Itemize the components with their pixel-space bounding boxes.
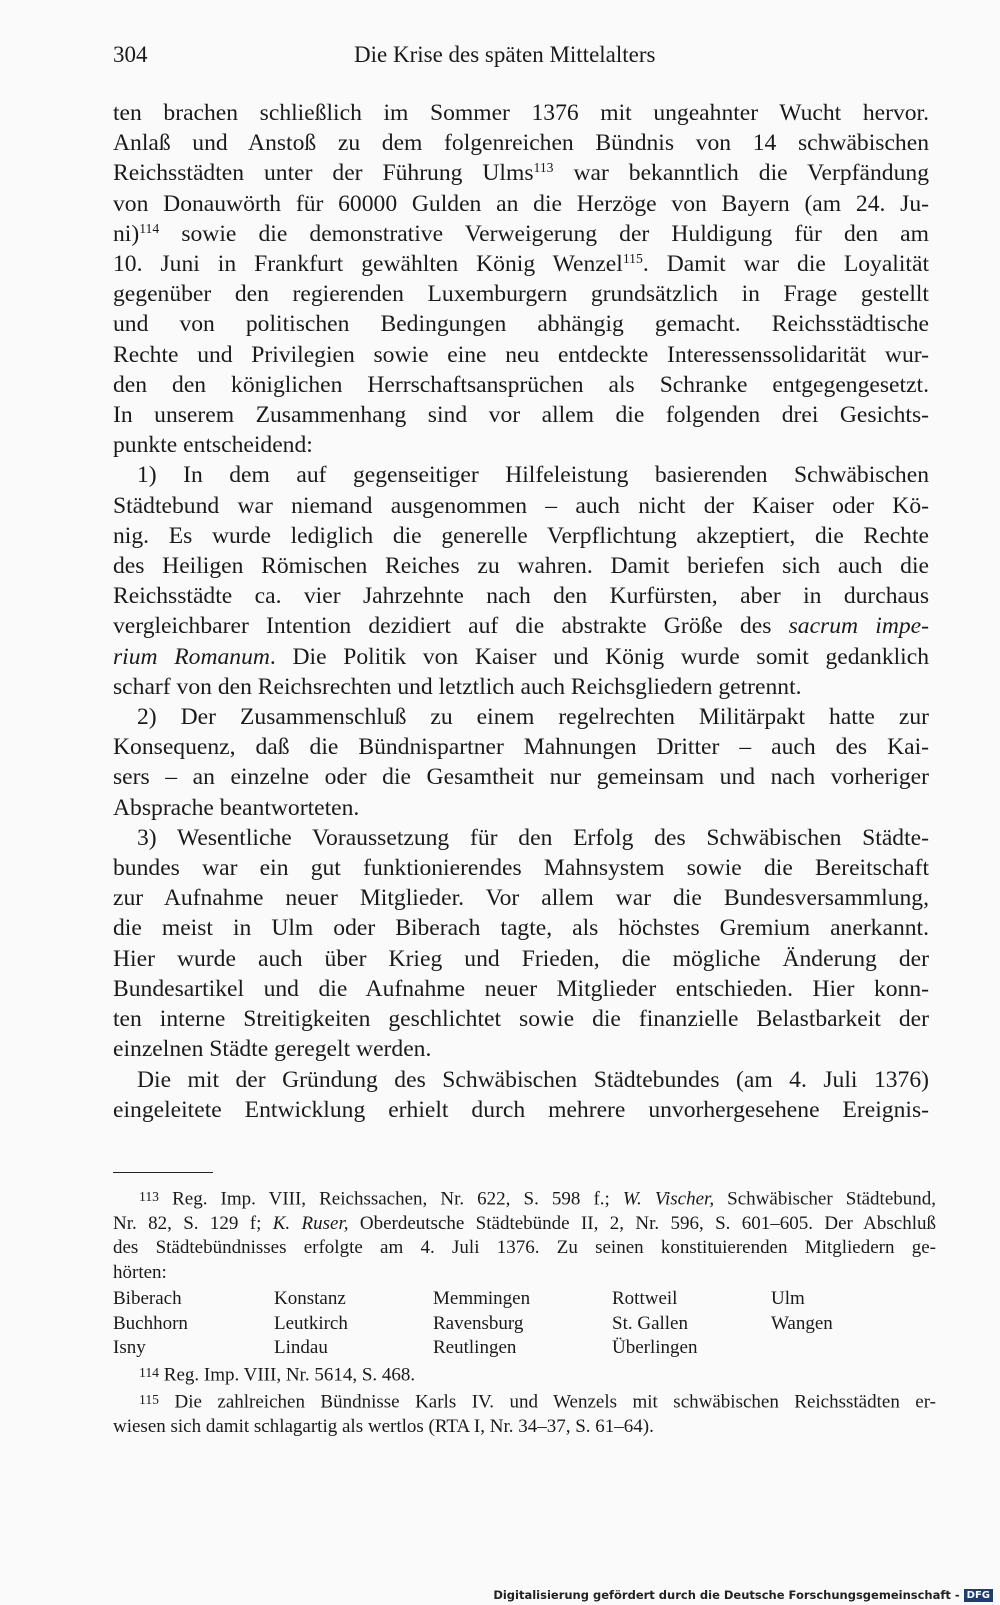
footnote-number: 114: [139, 1364, 160, 1380]
text-line: die meist in Ulm oder Biberach tagte, als höchstes Gremium anerkannt.: [113, 915, 929, 942]
italic-term: rium Romanum: [113, 643, 270, 670]
footnote-separator: [113, 1172, 213, 1173]
text-run: Reg. Imp. VIII, Nr. 5614, S. 468.: [163, 1364, 416, 1386]
text-line: Absprache beantworteten.: [113, 794, 360, 821]
town-name: Reutlingen: [433, 1337, 517, 1359]
member-towns-list: [113, 1287, 936, 1361]
town-name: Überlingen: [612, 1337, 698, 1359]
text-line: [113, 642, 929, 672]
footnote-ref-115[interactable]: 115: [622, 250, 643, 266]
text-line: [113, 611, 929, 641]
text-line: den den königlichen Herrschaftsansprüchen als Schranke entgegengesetzt.: [113, 371, 929, 398]
text-line: Die mit der Gründung des Schwäbischen Städtebundes (am 4. Juli 1376): [137, 1066, 929, 1093]
paragraph-point-1: [113, 460, 929, 702]
town-name: Ulm: [771, 1288, 805, 1310]
footnotes: [113, 1185, 936, 1439]
footnote-ref-113[interactable]: 113: [533, 160, 554, 176]
text-line: hörten:: [113, 1261, 167, 1283]
text-run: Die zahlreichen Bündnisse Karls IV. und Wenzels mit schwäbischen Reichsstädten er-: [174, 1391, 937, 1413]
text-line: gegenüber den regierenden Luxemburgern grundsätzlich in Frage gestellt: [113, 281, 929, 308]
text-line: einzelnen Städte geregelt werden.: [113, 1036, 432, 1063]
text-line: ten interne Streitigkeiten geschlichtet sowie die finanzielle Belastbarkeit der: [113, 1006, 929, 1033]
text-line: [113, 1361, 936, 1388]
text-line: wiesen sich damit schlagartig als wertlos (RTA I, Nr. 34–37, S. 61–64).: [113, 1415, 654, 1437]
footnote-ref-114[interactable]: 114: [139, 220, 160, 236]
text-line: 1) In dem auf gegenseitiger Hilfeleistung basierenden Schwäbischen: [137, 462, 929, 489]
text-line: In unserem Zusammenhang sind vor allem die folgenden drei Gesichts-: [113, 402, 929, 429]
text-line: punkte entscheidend:: [113, 432, 313, 459]
text-line: und von politischen Bedingungen abhängig gemacht. Reichsstädtische: [113, 311, 929, 338]
text-line: bundes war ein gut funktionierendes Mahnsystem sowie die Bereitschaft: [113, 855, 929, 882]
text-line: scharf von den Reichsrechten und letztlich auch Reichsgliedern getrennt.: [113, 673, 802, 700]
text-run: . Damit war die Loyalität: [642, 251, 929, 278]
text-run: ni): [113, 220, 140, 247]
text-line: Konsequenz, daß die Bündnispartner Mahnungen Dritter – auch des Kai-: [113, 734, 929, 761]
footnote-115: [113, 1388, 936, 1439]
text-line: Städtebund war niemand ausgenommen – auch nicht der Kaiser oder Kö-: [113, 492, 929, 519]
text-run: war bekanntlich die Verpfändung: [553, 160, 929, 187]
text-line: Hier wurde auch über Krieg und Frieden, die mögliche Änderung der: [113, 945, 929, 972]
paragraph-continuation: [113, 98, 929, 460]
text-run: Reg. Imp. VIII, Reichssachen, Nr. 622, S. 598 f.;: [172, 1188, 623, 1210]
italic-term: sacrum impe-: [788, 613, 929, 640]
paragraph-point-2: [113, 702, 929, 823]
text-line: nig. Es wurde lediglich die generelle Verpflichtung akzeptiert, die Rechte: [113, 522, 929, 549]
town-name: Ravensburg: [433, 1312, 524, 1334]
footnote-number: 115: [139, 1391, 160, 1407]
text-line: des Städtebündnisses erfolgte am 4. Juli 1376. Zu seinen konstituierenden Mitgliedern ge-: [113, 1237, 936, 1259]
text-line: [113, 1212, 936, 1237]
text-line: [113, 1185, 936, 1212]
text-run: vergleichbarer Intention dezidiert auf die abstrakte Größe des: [113, 613, 789, 640]
text-run: 10. Juni in Frankfurt gewählten König Wenzel: [113, 251, 623, 278]
text-line: ten brachen schließlich im Sommer 1376 mit ungeahnter Wucht hervor.: [113, 100, 929, 126]
text-line: des Heiligen Römischen Reiches zu wahren. Damit beriefen sich auch die: [113, 553, 929, 580]
town-name: Lindau: [274, 1337, 328, 1359]
footnote-113: [113, 1185, 936, 1285]
page-number: 304: [113, 42, 148, 67]
text-run: Schwäbischer Städtebund,: [714, 1188, 937, 1210]
text-line: 2) Der Zusammenschluß zu einem regelrechten Militärpakt hatte zur: [137, 704, 929, 731]
text-line: Anlaß und Anstoß zu dem folgenreichen Bündnis von 14 schwäbischen: [113, 130, 929, 157]
town-name: Wangen: [771, 1312, 833, 1334]
town-name: Biberach: [113, 1288, 182, 1310]
author-name: K. Ruser,: [272, 1212, 349, 1234]
text-line: [113, 1388, 936, 1415]
text-run: sowie die demonstrative Verweigerung der Huldigung für den am: [159, 220, 929, 247]
text-line: sers – an einzelne oder die Gesamtheit nur gemeinsam und nach vorheriger: [113, 764, 929, 791]
footnote-114: [113, 1361, 936, 1388]
town-name: Memmingen: [433, 1288, 531, 1310]
town-name: Konstanz: [274, 1288, 346, 1310]
text-line: von Donauwörth für 60000 Gulden an die Herzöge von Bayern (am 24. Ju-: [113, 190, 929, 217]
text-run: Oberdeutsche Städtebünde II, 2, Nr. 596, S. 601–605. Der Abschluß: [348, 1212, 936, 1234]
town-name: Rottweil: [612, 1288, 678, 1310]
text-run: Reichsstädten unter der Führung Ulms: [113, 160, 534, 187]
text-line: Reichsstädte ca. vier Jahrzehnte nach den Kurfürsten, aber in durchaus: [113, 583, 929, 610]
town-name: [771, 1336, 911, 1361]
text-line: Rechte und Privilegien sowie eine neu entdeckte Interessenssolidarität wur-: [113, 341, 929, 368]
town-name: St. Gallen: [612, 1312, 688, 1334]
text-line: Bundesartikel und die Aufnahme neuer Mitglieder entschieden. Hier konn-: [113, 975, 929, 1002]
town-name: Isny: [113, 1337, 146, 1359]
digitization-credit: [493, 1588, 993, 1602]
credit-text: Digitalisierung gefördert durch die Deutsche Forschungsgemeinschaft -: [493, 1588, 960, 1602]
text-line: 3) Wesentliche Voraussetzung für den Erfolg des Schwäbischen Städte-: [137, 824, 929, 851]
text-run: Nr. 82, S. 129 f;: [113, 1212, 273, 1234]
footnote-number: 113: [139, 1189, 160, 1204]
main-text: [113, 98, 929, 1125]
text-run: . Die Politik von Kaiser und König wurde somit gedanklich: [269, 643, 929, 670]
text-line: [113, 249, 929, 279]
town-name: Buchhorn: [113, 1312, 188, 1334]
text-line: eingeleitete Entwicklung erhielt durch mehrere unvorhergesehene Ereignis-: [113, 1096, 929, 1123]
text-line: zur Aufnahme neuer Mitglieder. Vor allem war die Bundesversammlung,: [113, 885, 929, 912]
town-name: Leutkirch: [274, 1312, 348, 1334]
paragraph-point-3: [113, 823, 929, 1065]
text-line: [113, 158, 929, 188]
running-title: Die Krise des späten Mittelalters: [354, 42, 656, 67]
dfg-logo: DFG: [964, 1589, 993, 1602]
paragraph-closing: [113, 1065, 929, 1125]
author-name: W. Vischer,: [622, 1188, 715, 1210]
text-line: [113, 219, 929, 249]
